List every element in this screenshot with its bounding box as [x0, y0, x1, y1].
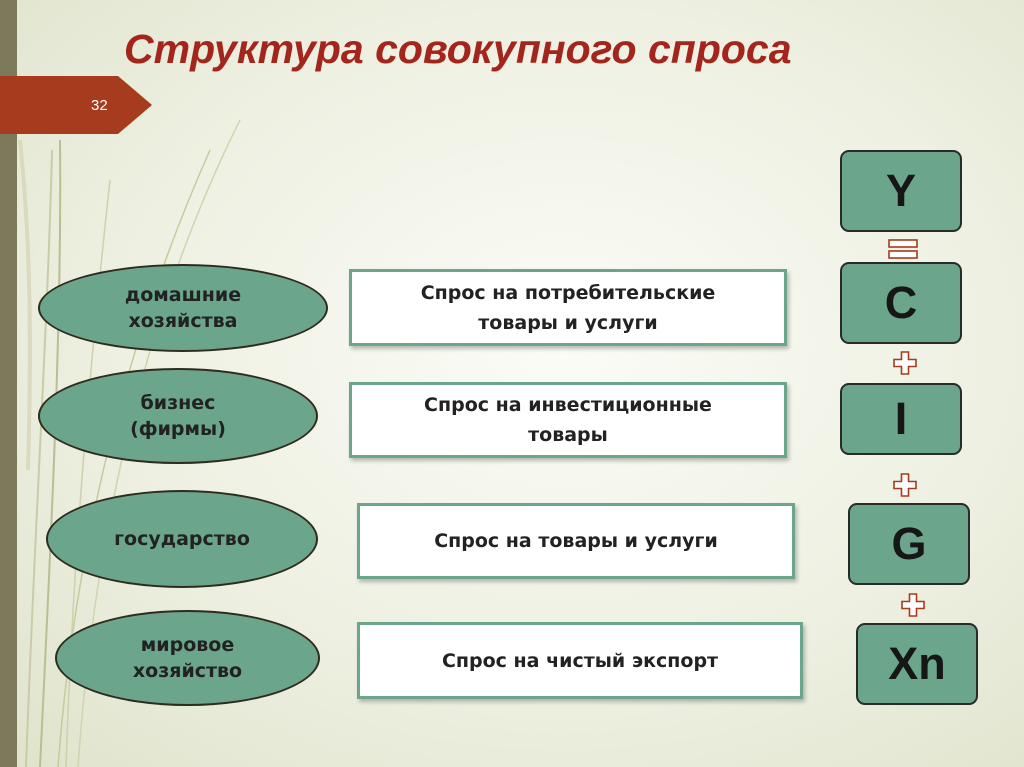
agent-oval-business: бизнес (фирмы)	[38, 368, 318, 464]
agent-oval-world-economy: мировое хозяйство	[55, 610, 320, 706]
symbol-box-G: G	[848, 503, 970, 585]
agent-oval-government: государство	[46, 490, 318, 588]
demand-box-investment: Спрос на инвестиционные товары	[349, 382, 787, 458]
plus-icon	[893, 473, 917, 497]
symbol-box-Y: Y	[840, 150, 962, 232]
symbol-box-C: C	[840, 262, 962, 344]
equals-icon	[888, 238, 918, 260]
symbol-box-I: I	[840, 383, 962, 455]
demand-box-consumer: Спрос на потребительские товары и услуги	[349, 269, 787, 346]
slide-title: Структура совокупного спроса	[124, 26, 792, 72]
plus-icon	[893, 351, 917, 375]
page-number: 32	[91, 97, 108, 114]
symbol-box-Xn: Xn	[856, 623, 978, 705]
agent-oval-households: домашние хозяйства	[38, 264, 328, 352]
demand-box-net-export: Спрос на чистый экспорт	[357, 622, 803, 699]
demand-box-government: Спрос на товары и услуги	[357, 503, 795, 579]
plus-icon	[901, 593, 925, 617]
